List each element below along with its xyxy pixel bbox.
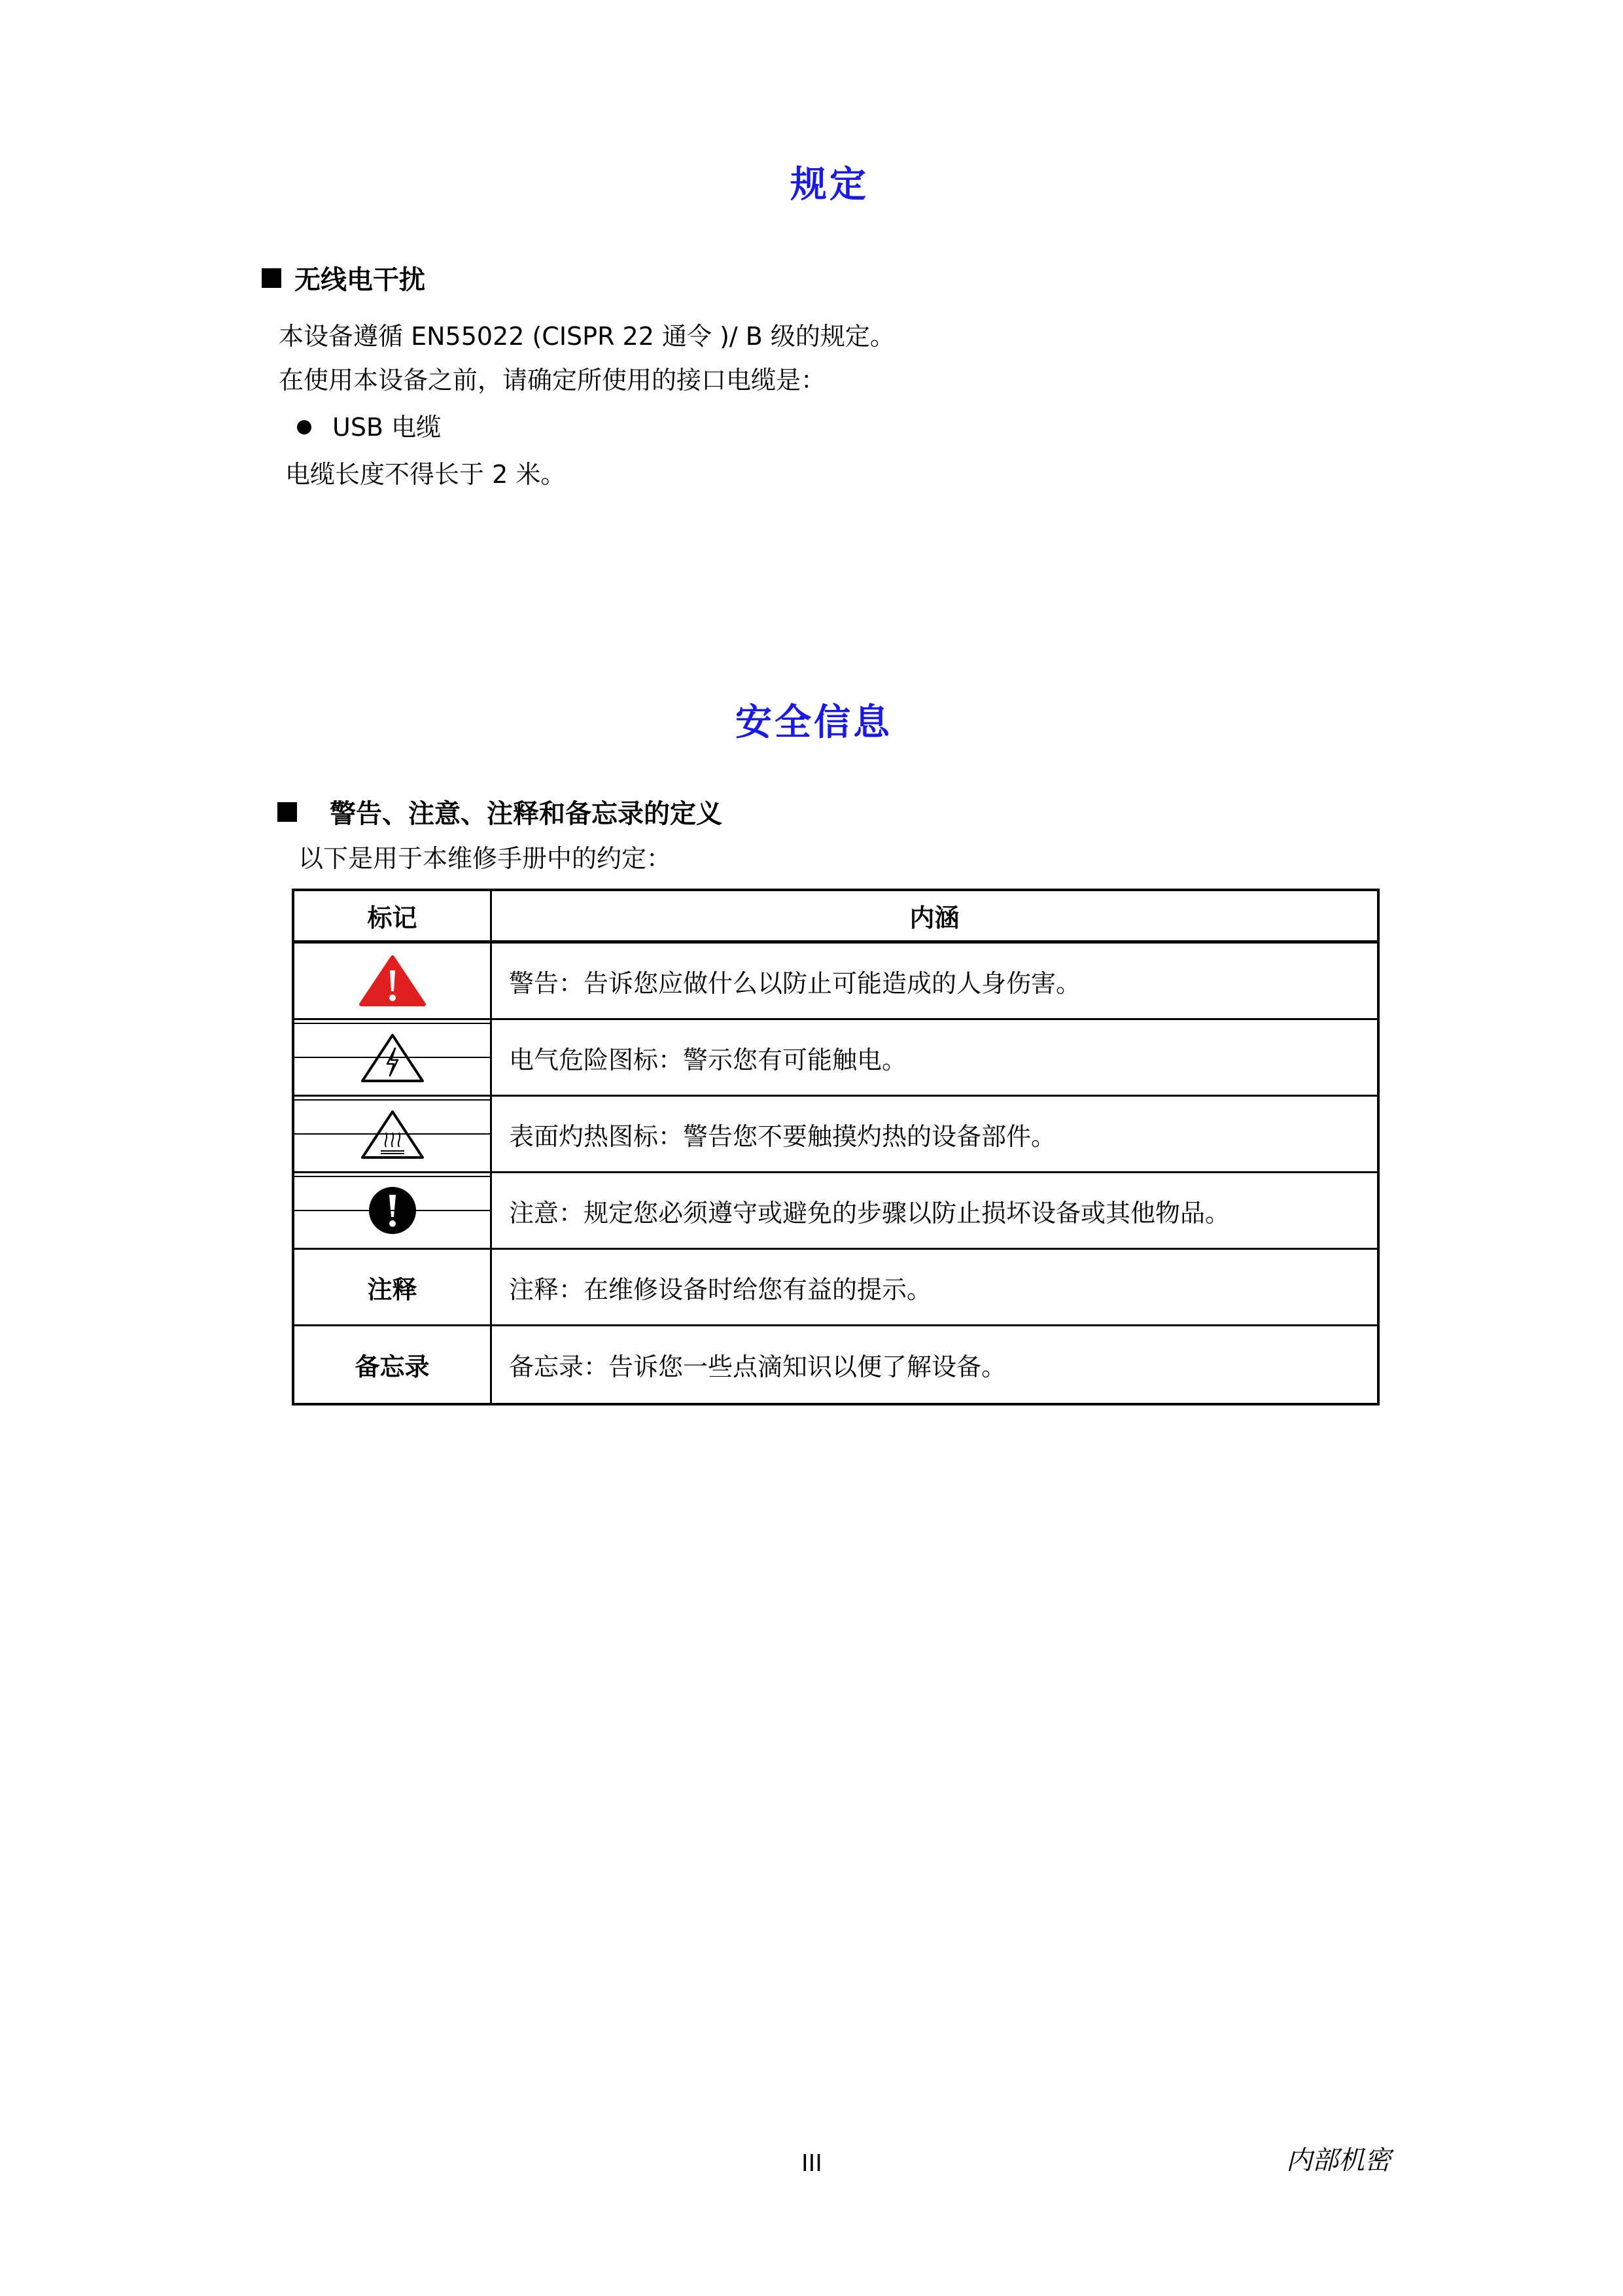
mark-cell xyxy=(294,1020,492,1095)
regulation-heading-text: 无线电干扰 xyxy=(294,265,425,295)
table-row xyxy=(294,1097,1377,1173)
mark-cell xyxy=(294,1097,492,1171)
row-content: 表面灼热图标：警告您不要触摸灼热的设备部件。 xyxy=(509,1122,1056,1151)
table-row xyxy=(294,1173,1377,1250)
row-content: 注释：在维修设备时给您有益的提示。 xyxy=(509,1275,932,1304)
page-number: III xyxy=(801,2150,822,2177)
header-content: 内涵 xyxy=(909,904,960,932)
regulation-heading xyxy=(262,259,425,296)
square-bullet-icon xyxy=(277,802,297,822)
regulation-line-2: 在使用本设备之前，请确定所使用的接口电缆是： xyxy=(279,366,826,395)
safety-heading-text: 警告、注意、注释和备忘录的定义 xyxy=(330,799,722,829)
electrical-hazard-icon xyxy=(360,1031,425,1084)
table-row xyxy=(294,1250,1377,1326)
safety-intro: 以下是用于本维修手册中的约定： xyxy=(298,844,672,873)
regulation-bullet-item xyxy=(297,413,441,443)
regulation-bullet-text: USB 电缆 xyxy=(332,413,442,442)
table-row xyxy=(294,1326,1377,1403)
mark-cell: 注释 xyxy=(294,1250,492,1324)
row-content: 备忘录：告诉您一些点滴知识以便了解设备。 xyxy=(509,1352,1007,1381)
mark-cell xyxy=(294,1173,492,1248)
warning-triangle-red-icon xyxy=(358,955,427,1007)
safety-heading xyxy=(277,793,722,830)
hot-surface-icon xyxy=(360,1108,425,1160)
confidential-label: 内部机密 xyxy=(1286,2146,1391,2176)
header-mark: 标记 xyxy=(294,891,492,940)
table-header-row xyxy=(294,891,1377,944)
table-row xyxy=(294,944,1377,1020)
regulation-line-1: 本设备遵循 EN55022 (CISPR 22 通令 )/ B 级的规定。 xyxy=(279,322,895,351)
row-content: 警告：告诉您应做什么以防止可能造成的人身伤害。 xyxy=(509,968,1081,998)
definitions-table xyxy=(292,889,1380,1405)
row-content: 注意：规定您必须遵守或避免的步骤以防止损坏设备或其他物品。 xyxy=(509,1198,1230,1227)
square-bullet-icon xyxy=(262,268,281,288)
regulation-title: 规定 xyxy=(790,164,869,206)
mark-cell: 备忘录 xyxy=(294,1326,492,1403)
mark-cell xyxy=(294,944,492,1018)
regulation-line-3: 电缆长度不得长于 2 米。 xyxy=(285,460,566,489)
row-content: 电气危险图标：警示您有可能触电。 xyxy=(509,1045,907,1074)
table-row xyxy=(294,1020,1377,1097)
caution-exclamation-icon xyxy=(366,1184,419,1237)
safety-title: 安全信息 xyxy=(735,701,892,744)
bullet-dot-icon xyxy=(297,420,311,434)
